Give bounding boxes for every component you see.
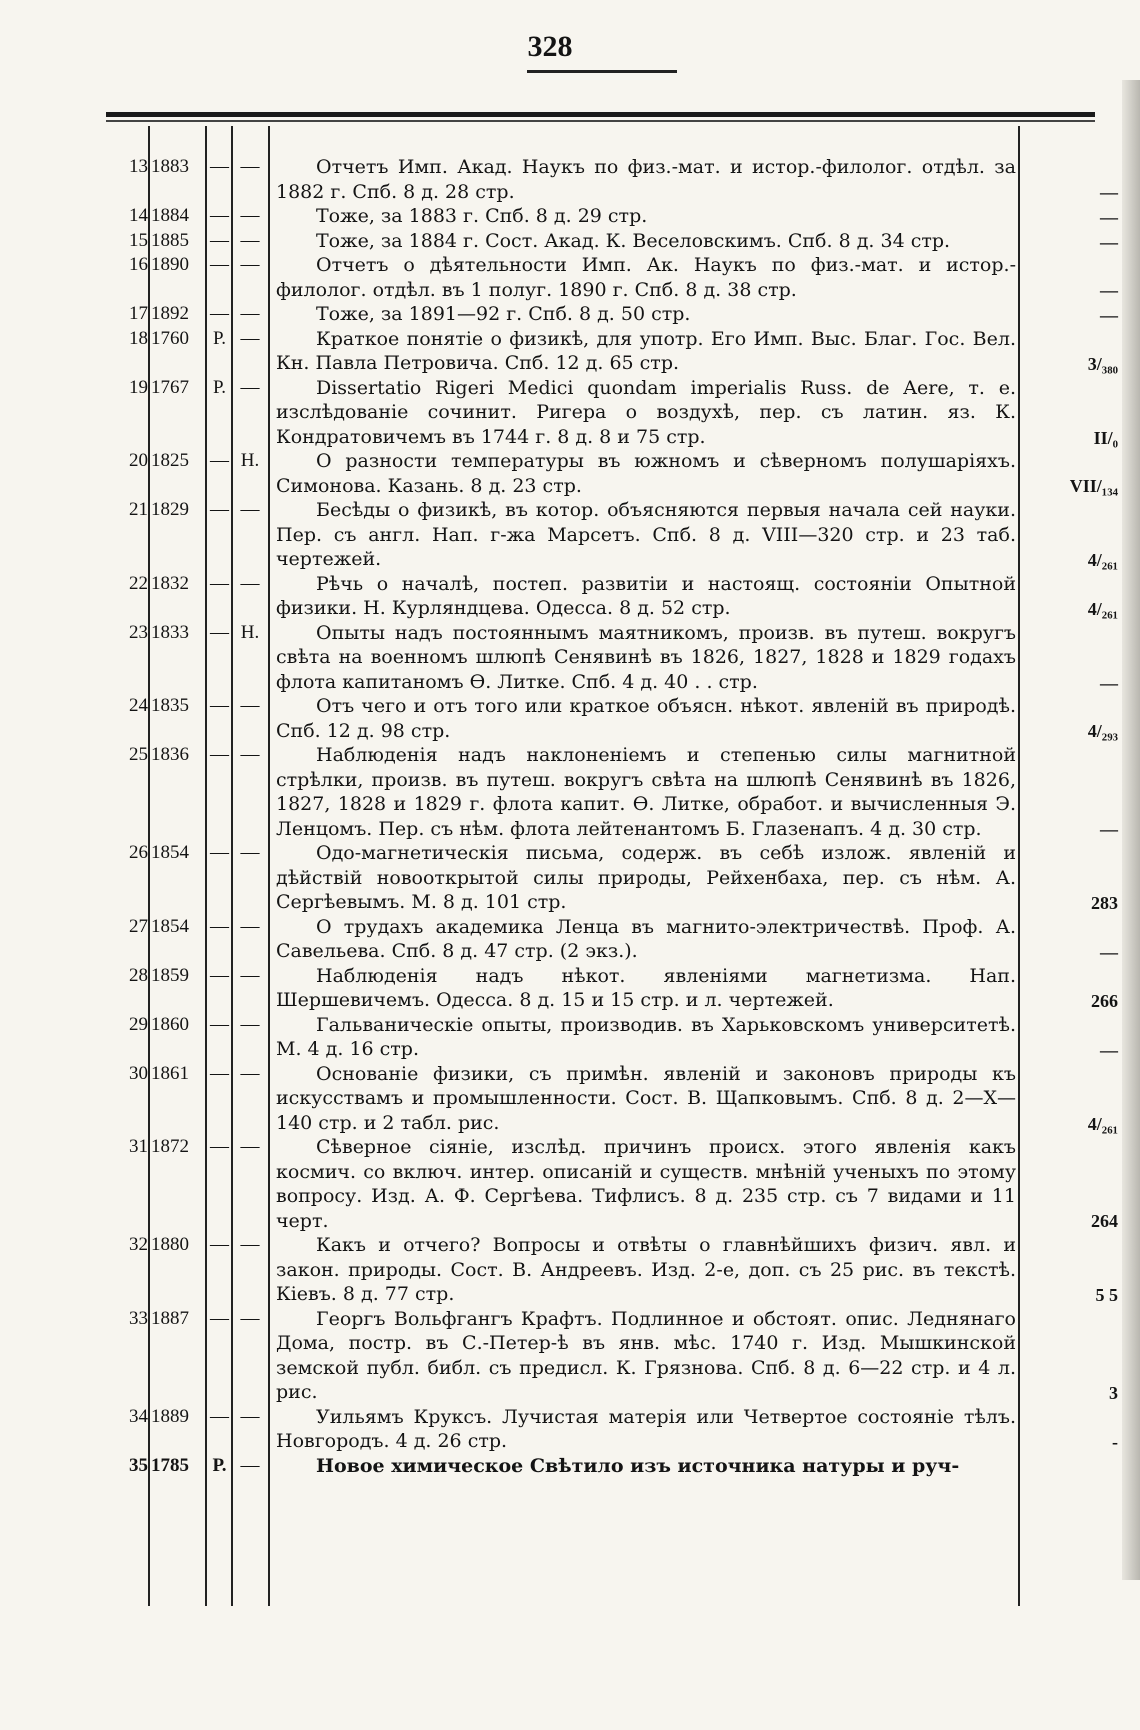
entry-col1: — bbox=[210, 229, 229, 251]
entry-description: Какъ и отчего? Вопросы и отвѣты о главнѣйшихъ физич. явл. и закон. природы. Сост. В. Андреевъ. Изд. 2-е, доп. съ 25 рис. въ текстѣ. Кіевъ. 8 д. 77 стр. bbox=[276, 1234, 1016, 1305]
entry-col1: — bbox=[210, 744, 229, 765]
entry-description: Георгъ Вольфгангъ Крафтъ. Подлинное и обстоят. опис. Леднянаго Дома, постр. въ С.-Петер-ѣ въ янв. мѣс. 1740 г. Изд. Мышкинской земской публ. библ. съ предисл. К. Грязнова. Спб. 8 д. 6—22 стр. и 4 л. рис. bbox=[276, 1307, 1016, 1403]
entry-col1: — bbox=[210, 450, 229, 471]
entry-description: Рѣчь о началѣ, постеп. развитіи и настоящ. состояніи Опытной физики. Н. Курляндцева. Одесса. 8 д. 52 стр. bbox=[276, 572, 1016, 619]
entry-year: 1836 bbox=[151, 744, 189, 765]
entry-shelf-mark: 283 bbox=[1091, 893, 1118, 913]
entry-col2: — bbox=[240, 842, 260, 863]
entry-year: 1872 bbox=[151, 1136, 189, 1157]
entry-shelf-mark: II/₀ bbox=[1093, 427, 1118, 448]
entry-shelf-mark: 3 bbox=[1109, 1382, 1118, 1403]
entry-description: Отчетъ о дѣятельности Имп. Ак. Наукъ по физ.-мат. и истор.-филолог. отдѣл. въ 1 полуг. 1890 г. Спб. 8 д. 38 стр. bbox=[276, 254, 1016, 301]
entry-description: Отъ чего и отъ того или краткое объясн. нѣкот. явленій въ природѣ. Спб. 12 д. 98 стр. bbox=[276, 695, 1016, 742]
table-row bbox=[0, 1405, 1140, 1454]
entry-col2: — bbox=[240, 327, 260, 349]
entry-col2: — bbox=[240, 499, 260, 520]
entry-year: 1884 bbox=[151, 205, 189, 226]
entry-year: 1861 bbox=[151, 1062, 189, 1084]
entry-col2: — bbox=[240, 964, 260, 986]
entry-col2: — bbox=[240, 376, 260, 398]
entry-shelf-mark: - bbox=[1112, 1431, 1118, 1452]
page-number: 328 bbox=[527, 30, 573, 63]
entry-year: 1880 bbox=[151, 1234, 189, 1255]
entry-col1: — bbox=[210, 156, 229, 177]
header-rule-thick bbox=[106, 112, 1095, 117]
entry-col2: — bbox=[240, 1405, 260, 1427]
table-row bbox=[0, 621, 1140, 695]
entry-year: 1887 bbox=[151, 1307, 189, 1329]
entry-year: 1885 bbox=[151, 229, 189, 251]
entry-number: 21 bbox=[129, 499, 148, 520]
entry-year: 1883 bbox=[151, 156, 189, 177]
entry-description: Основаніе физики, съ примѣн. явленій и законовъ природы къ искусствамъ и промышленности. Сост. В. Щапковымъ. Спб. 8 д. 2—X—140 стр. и 2 табл. рис. bbox=[276, 1062, 1016, 1134]
entry-col1: — bbox=[210, 1136, 229, 1157]
page-number-underline bbox=[527, 70, 677, 73]
entry-col2: — bbox=[240, 254, 260, 275]
entry-description: Наблюденія надъ наклоненіемъ и степенью силы магнитной стрѣлки, произв. въ путеш. вокругъ свѣта на шлюпѣ Сенявинѣ въ 1826, 1827, 1828 и 1829 г. флота капит. Ѳ. Литке, обработ. и вычисленныя Э. Ленцомъ. Пер. съ нѣм. флота лейтенантомъ Б. Глазенапъ. 4 д. 30 стр. bbox=[276, 744, 1016, 840]
entry-shelf-mark: 4/₂₆₁ bbox=[1087, 598, 1118, 619]
entry-col2: — bbox=[240, 1013, 260, 1035]
entry-year: 1854 bbox=[151, 915, 189, 937]
table-row bbox=[0, 155, 1140, 204]
entry-number: 22 bbox=[129, 572, 148, 594]
entry-col2: — bbox=[240, 205, 260, 226]
entry-shelf-mark: — bbox=[1100, 280, 1118, 300]
entry-col1: — bbox=[210, 842, 229, 863]
table-row bbox=[0, 302, 1140, 327]
entry-description: О трудахъ академика Ленца въ магнито-электричествѣ. Проф. А. Савельева. Спб. 8 д. 47 стр. (2 экз.). bbox=[276, 915, 1016, 962]
entry-number: 30 bbox=[129, 1062, 148, 1084]
entry-shelf-mark: VII/₁₃₄ bbox=[1069, 476, 1118, 496]
table-row bbox=[0, 915, 1140, 964]
entry-col1: — bbox=[210, 572, 229, 594]
entry-number: 18 bbox=[129, 327, 148, 349]
table-row bbox=[0, 964, 1140, 1013]
table-row bbox=[0, 1307, 1140, 1405]
entry-number: 29 bbox=[129, 1013, 148, 1035]
entry-shelf-mark: — bbox=[1100, 819, 1118, 839]
entry-year: 1760 bbox=[151, 327, 189, 349]
entry-number: 25 bbox=[129, 744, 148, 765]
table-row bbox=[0, 327, 1140, 376]
entry-col1: — bbox=[210, 254, 229, 275]
entry-number: 20 bbox=[129, 450, 148, 471]
entry-number: 34 bbox=[129, 1405, 148, 1427]
entry-year: 1835 bbox=[151, 695, 189, 716]
entry-description: Бесѣды о физикѣ, въ котор. объясняются первыя начала сей науки. Пер. съ англ. Нап. г-жа Марсетъ. Спб. 8 д. VIII—320 стр. и 23 таб. чертежей. bbox=[276, 499, 1016, 570]
entry-col2: — bbox=[240, 156, 260, 177]
table-row bbox=[0, 1233, 1140, 1307]
entry-number: 32 bbox=[129, 1234, 148, 1255]
table-row bbox=[0, 229, 1140, 254]
table-row bbox=[0, 253, 1140, 302]
entry-number: 19 bbox=[129, 376, 148, 398]
entry-col2: Н. bbox=[240, 450, 260, 471]
entry-description: Тоже, за 1883 г. Спб. 8 д. 29 стр. bbox=[316, 205, 648, 227]
entry-year: 1825 bbox=[151, 450, 189, 471]
entry-col1: — bbox=[210, 964, 229, 986]
entry-col1: — bbox=[210, 1234, 229, 1255]
entry-col1: Р. bbox=[213, 376, 226, 398]
entry-col2: — bbox=[240, 1454, 260, 1476]
entry-col2: — bbox=[240, 744, 260, 765]
entry-description: Сѣверное сіяніе, изслѣд. причинъ происх. этого явленія какъ космич. со включ. интер. описаній и существ. мнѣній ученыхъ по этому вопросу. Изд. А. Ф. Сергѣева. Тифлисъ. 8 д. 235 стр. съ 7 видами и 11 черт. bbox=[276, 1136, 1016, 1232]
entry-number: 35 bbox=[129, 1454, 148, 1476]
table-row bbox=[0, 449, 1140, 498]
entry-col2: — bbox=[240, 303, 260, 324]
entry-shelf-mark: — bbox=[1100, 941, 1118, 962]
entry-description: О разности температуры въ южномъ и сѣверномъ полушаріяхъ. Симонова. Казань. 8 д. 23 стр. bbox=[276, 450, 1016, 497]
entry-shelf-mark: 266 bbox=[1091, 990, 1118, 1011]
entry-description: Уильямъ Круксъ. Лучистая матерія или Четвертое состояніе тѣлъ. Новгородъ. 4 д. 26 стр. bbox=[276, 1405, 1016, 1452]
entry-description: Наблюденія надъ нѣкот. явленіями магнетизма. Нап. Шершевичемъ. Одесса. 8 д. 15 и 15 стр. и л. чертежей. bbox=[276, 964, 1016, 1011]
entry-description: Новое химическое Свѣтило изъ источника натуры и руч- bbox=[316, 1454, 960, 1477]
entry-description: Краткое понятіе о физикѣ, для употр. Его Имп. Выс. Благ. Гос. Вел. Кн. Павла Петровича. Спб. 12 д. 65 стр. bbox=[276, 327, 1016, 374]
entry-number: 27 bbox=[129, 915, 148, 937]
table-row bbox=[0, 1454, 1140, 1479]
table-row bbox=[0, 376, 1140, 450]
entry-year: 1854 bbox=[151, 842, 189, 863]
table-row bbox=[0, 1135, 1140, 1233]
table-row bbox=[0, 1013, 1140, 1062]
entry-year: 1889 bbox=[151, 1405, 189, 1427]
entry-number: 33 bbox=[129, 1307, 148, 1329]
entry-col1: — bbox=[210, 205, 229, 226]
entry-number: 24 bbox=[129, 695, 148, 716]
entry-col1: — bbox=[210, 1307, 229, 1329]
entry-col2: Н. bbox=[240, 621, 260, 643]
entry-shelf-mark: — bbox=[1100, 672, 1118, 693]
entry-year: 1892 bbox=[151, 303, 189, 324]
table-row bbox=[0, 498, 1140, 572]
entry-number: 15 bbox=[129, 229, 148, 251]
entry-year: 1890 bbox=[151, 254, 189, 275]
entry-number: 17 bbox=[129, 303, 148, 324]
entry-col1: — bbox=[210, 1062, 229, 1084]
entry-description: Тоже, за 1884 г. Сост. Акад. К. Веселовскимъ. Спб. 8 д. 34 стр. bbox=[316, 229, 951, 252]
entry-col2: — bbox=[240, 915, 260, 937]
entry-year: 1833 bbox=[151, 621, 189, 643]
entry-col2: — bbox=[240, 1307, 260, 1329]
entry-col1: — bbox=[210, 1013, 229, 1035]
entry-shelf-mark: 264 bbox=[1091, 1211, 1118, 1231]
table-row bbox=[0, 572, 1140, 621]
entry-shelf-mark: — bbox=[1100, 231, 1118, 252]
entry-col2: — bbox=[240, 572, 260, 594]
entry-col1: — bbox=[210, 915, 229, 937]
entry-description: Отчетъ Имп. Акад. Наукъ по физ.-мат. и истор.-филолог. отдѣл. за 1882 г. Спб. 8 д. 28 стр. bbox=[276, 156, 1016, 203]
entry-number: 28 bbox=[129, 964, 148, 986]
entry-description: Dissertatio Rigeri Medici quondam imperialis Russ. de Aere, т. е. изслѣдованіе сочинит. Ригера о воздухѣ, пер. съ латин. яз. К. Кондратовичемъ въ 1744 г. 8 д. 8 и 75 стр. bbox=[276, 376, 1016, 448]
entry-year: 1785 bbox=[151, 1454, 189, 1476]
entry-year: 1859 bbox=[151, 964, 189, 986]
table-row bbox=[0, 841, 1140, 915]
entry-col1: Р. bbox=[213, 327, 226, 349]
entry-col1: Р. bbox=[212, 1454, 227, 1476]
entry-shelf-mark: — bbox=[1100, 305, 1118, 325]
entry-col1: — bbox=[210, 499, 229, 520]
entry-description: Опыты надъ постояннымъ маятникомъ, произв. въ путеш. вокругъ свѣта на военномъ шлюпѣ Сенявинѣ въ 1826, 1827, 1828 и 1829 годахъ флота капитаномъ Ѳ. Литке. Спб. 4 д. 40 . . стр. bbox=[276, 621, 1016, 693]
entry-description: Тоже, за 1891—92 г. Спб. 8 д. 50 стр. bbox=[316, 303, 691, 325]
header-rule-thin bbox=[106, 120, 1095, 122]
entry-number: 16 bbox=[129, 254, 148, 275]
entry-shelf-mark: — bbox=[1100, 1039, 1118, 1060]
entry-shelf-mark: 4/₂₉₃ bbox=[1087, 721, 1118, 741]
entry-year: 1860 bbox=[151, 1013, 189, 1035]
table-row bbox=[0, 743, 1140, 841]
entry-number: 23 bbox=[129, 621, 148, 643]
entry-col2: — bbox=[240, 1234, 260, 1255]
entry-shelf-mark: 3/₃₈₀ bbox=[1087, 353, 1118, 374]
entry-year: 1832 bbox=[151, 572, 189, 594]
entry-shelf-mark: — bbox=[1100, 182, 1118, 202]
entry-col1: — bbox=[210, 303, 229, 324]
catalog-table bbox=[0, 155, 1140, 1478]
entry-shelf-mark: — bbox=[1100, 207, 1118, 227]
entry-shelf-mark: 4/₂₆₁ bbox=[1087, 1113, 1118, 1134]
entry-year: 1767 bbox=[151, 376, 189, 398]
table-row bbox=[0, 1062, 1140, 1136]
entry-col2: — bbox=[240, 1136, 260, 1157]
entry-col1: — bbox=[210, 1405, 229, 1427]
entry-description: Гальваническіе опыты, производив. въ Харьковскомъ университетѣ. М. 4 д. 16 стр. bbox=[276, 1013, 1016, 1060]
entry-number: 31 bbox=[129, 1136, 148, 1157]
entry-number: 14 bbox=[129, 205, 148, 226]
entry-col2: — bbox=[240, 695, 260, 716]
entry-number: 13 bbox=[129, 156, 148, 177]
entry-col2: — bbox=[240, 229, 260, 251]
entry-col1: — bbox=[210, 621, 229, 643]
entry-col1: — bbox=[210, 695, 229, 716]
table-row bbox=[0, 204, 1140, 229]
entry-description: Одо-магнетическія письма, содерж. въ себѣ излож. явленій и дѣйствій новооткрытой силы природы, Рейхенбаха, пер. съ нѣм. А. Сергѣевымъ. М. 8 д. 101 стр. bbox=[276, 842, 1016, 913]
entry-shelf-mark: 4/₂₆₁ bbox=[1087, 550, 1118, 570]
table-row bbox=[0, 694, 1140, 743]
entry-year: 1829 bbox=[151, 499, 189, 520]
entry-shelf-mark: 5 5 bbox=[1095, 1285, 1118, 1305]
entry-col2: — bbox=[240, 1062, 260, 1084]
entry-number: 26 bbox=[129, 842, 148, 863]
